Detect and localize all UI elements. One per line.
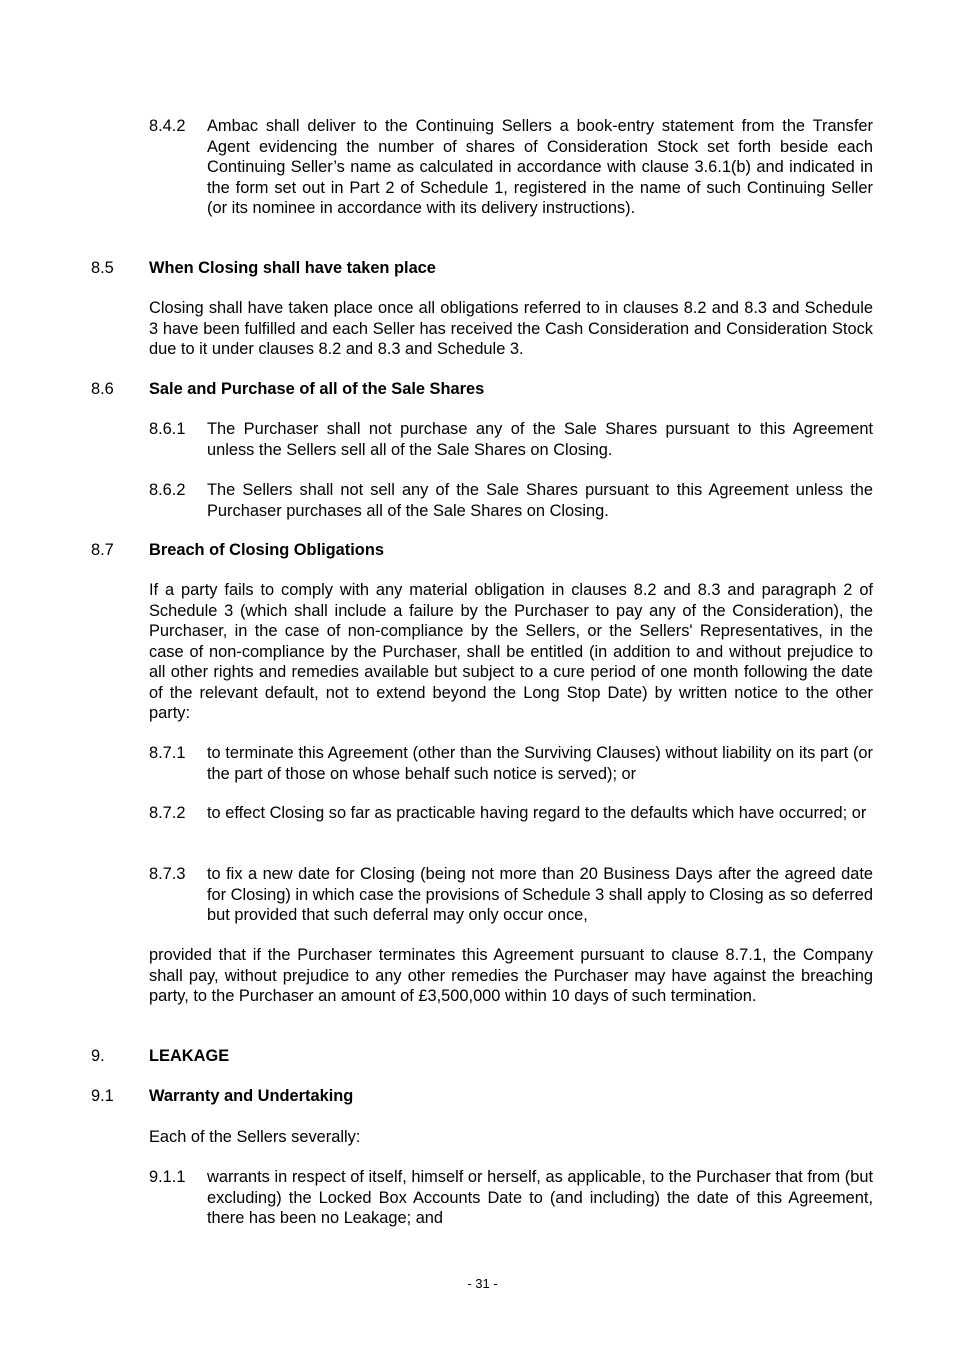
- clause-8-5-heading: When Closing shall have taken place: [149, 259, 436, 277]
- clause-8-7-heading: Breach of Closing Obligations: [149, 541, 384, 559]
- clause-number: 8.6.2: [149, 481, 186, 499]
- clause-8-6-2-text: The Sellers shall not sell any of the Sale Shares pursuant to this Agreement unless the Purchaser purchases all of the Sale Shares on Closing.: [207, 481, 873, 520]
- clause-number: 8.7.2: [149, 804, 186, 822]
- clause-number: 9.1: [91, 1087, 114, 1105]
- clause-9-1-text: Each of the Sellers severally:: [149, 1128, 361, 1146]
- clause-8-7-1-text: to terminate this Agreement (other than the Surviving Clauses) without liability on its part (or the part of those on whose behalf such notice is served); or: [207, 744, 873, 783]
- clause-8-4-2-text: Ambac shall deliver to the Continuing Sellers a book-entry statement from the Transfer Agent evidencing the number of shares of Consideration Stock set forth beside each Continuing Seller’s name as calculated in accordance with clause 3.6.1(b) and indicated in the form set out in Part 2 of Schedule 1, registered in the name of such Continuing Seller (or its nominee in accordance with its delivery instructions).: [207, 117, 873, 217]
- clause-number: 8.6.1: [149, 420, 186, 438]
- clause-8-7-text: If a party fails to comply with any material obligation in clauses 8.2 and 8.3 and paragraph 2 of Schedule 3 (which shall include a failure by the Purchaser to pay any of the Consideration), the Purchaser, in the case of non-compliance by the Sellers, or the Sellers' Representatives, in the case of non-compliance by the Purchaser, shall be entitled (in addition to and without prejudice to all other rights and remedies available but subject to a cure period of one month following the date of the relevant default, not to extend beyond the Long Stop Date) by written notice to the other party:: [149, 581, 873, 722]
- clause-number: 8.7.1: [149, 744, 186, 762]
- clause-number: 8.7.3: [149, 865, 186, 883]
- clause-number: 8.7: [91, 541, 114, 559]
- proviso-text: provided that if the Purchaser terminates this Agreement pursuant to clause 8.7.1, the Company shall pay, without prejudice to any other remedies the Purchaser may have against the breaching party, to the Purchaser an amount of £3,500,000 within 10 days of such termination.: [149, 946, 873, 1005]
- clause-number: 8.6: [91, 380, 114, 398]
- clause-number: 8.5: [91, 259, 114, 277]
- clause-8-6-heading: Sale and Purchase of all of the Sale Shares: [149, 380, 485, 398]
- clause-9-1-heading: Warranty and Undertaking: [149, 1087, 354, 1105]
- clause-8-5-text: Closing shall have taken place once all obligations referred to in clauses 8.2 and 8.3 and Schedule 3 have been fulfilled and each Seller has received the Cash Consideration and Consideration Stock due to it under clauses 8.2 and 8.3 and Schedule 3.: [149, 299, 873, 358]
- section-9-heading: LEAKAGE: [149, 1047, 230, 1065]
- page-number: - 31 -: [467, 1276, 498, 1291]
- clause-8-6-1-text: The Purchaser shall not purchase any of the Sale Shares pursuant to this Agreement unless the Sellers sell all of the Sale Shares on Closing.: [207, 420, 873, 459]
- clause-number: 9.1.1: [149, 1168, 186, 1186]
- clause-number: 9.: [91, 1047, 105, 1065]
- clause-9-1-1-text: warrants in respect of itself, himself or herself, as applicable, to the Purchaser that from (but excluding) the Locked Box Accounts Date to (and including) the date of this Agreement, there has been no Leakage; and: [207, 1168, 873, 1227]
- clause-number: 8.4.2: [149, 117, 186, 135]
- clause-8-7-2-text: to effect Closing so far as practicable having regard to the defaults which have occurred; or: [207, 804, 867, 822]
- clause-8-7-3-text: to fix a new date for Closing (being not more than 20 Business Days after the agreed date for Closing) in which case the provisions of Schedule 3 shall apply to Closing as so deferred but provided that such deferral may only occur once,: [207, 865, 873, 924]
